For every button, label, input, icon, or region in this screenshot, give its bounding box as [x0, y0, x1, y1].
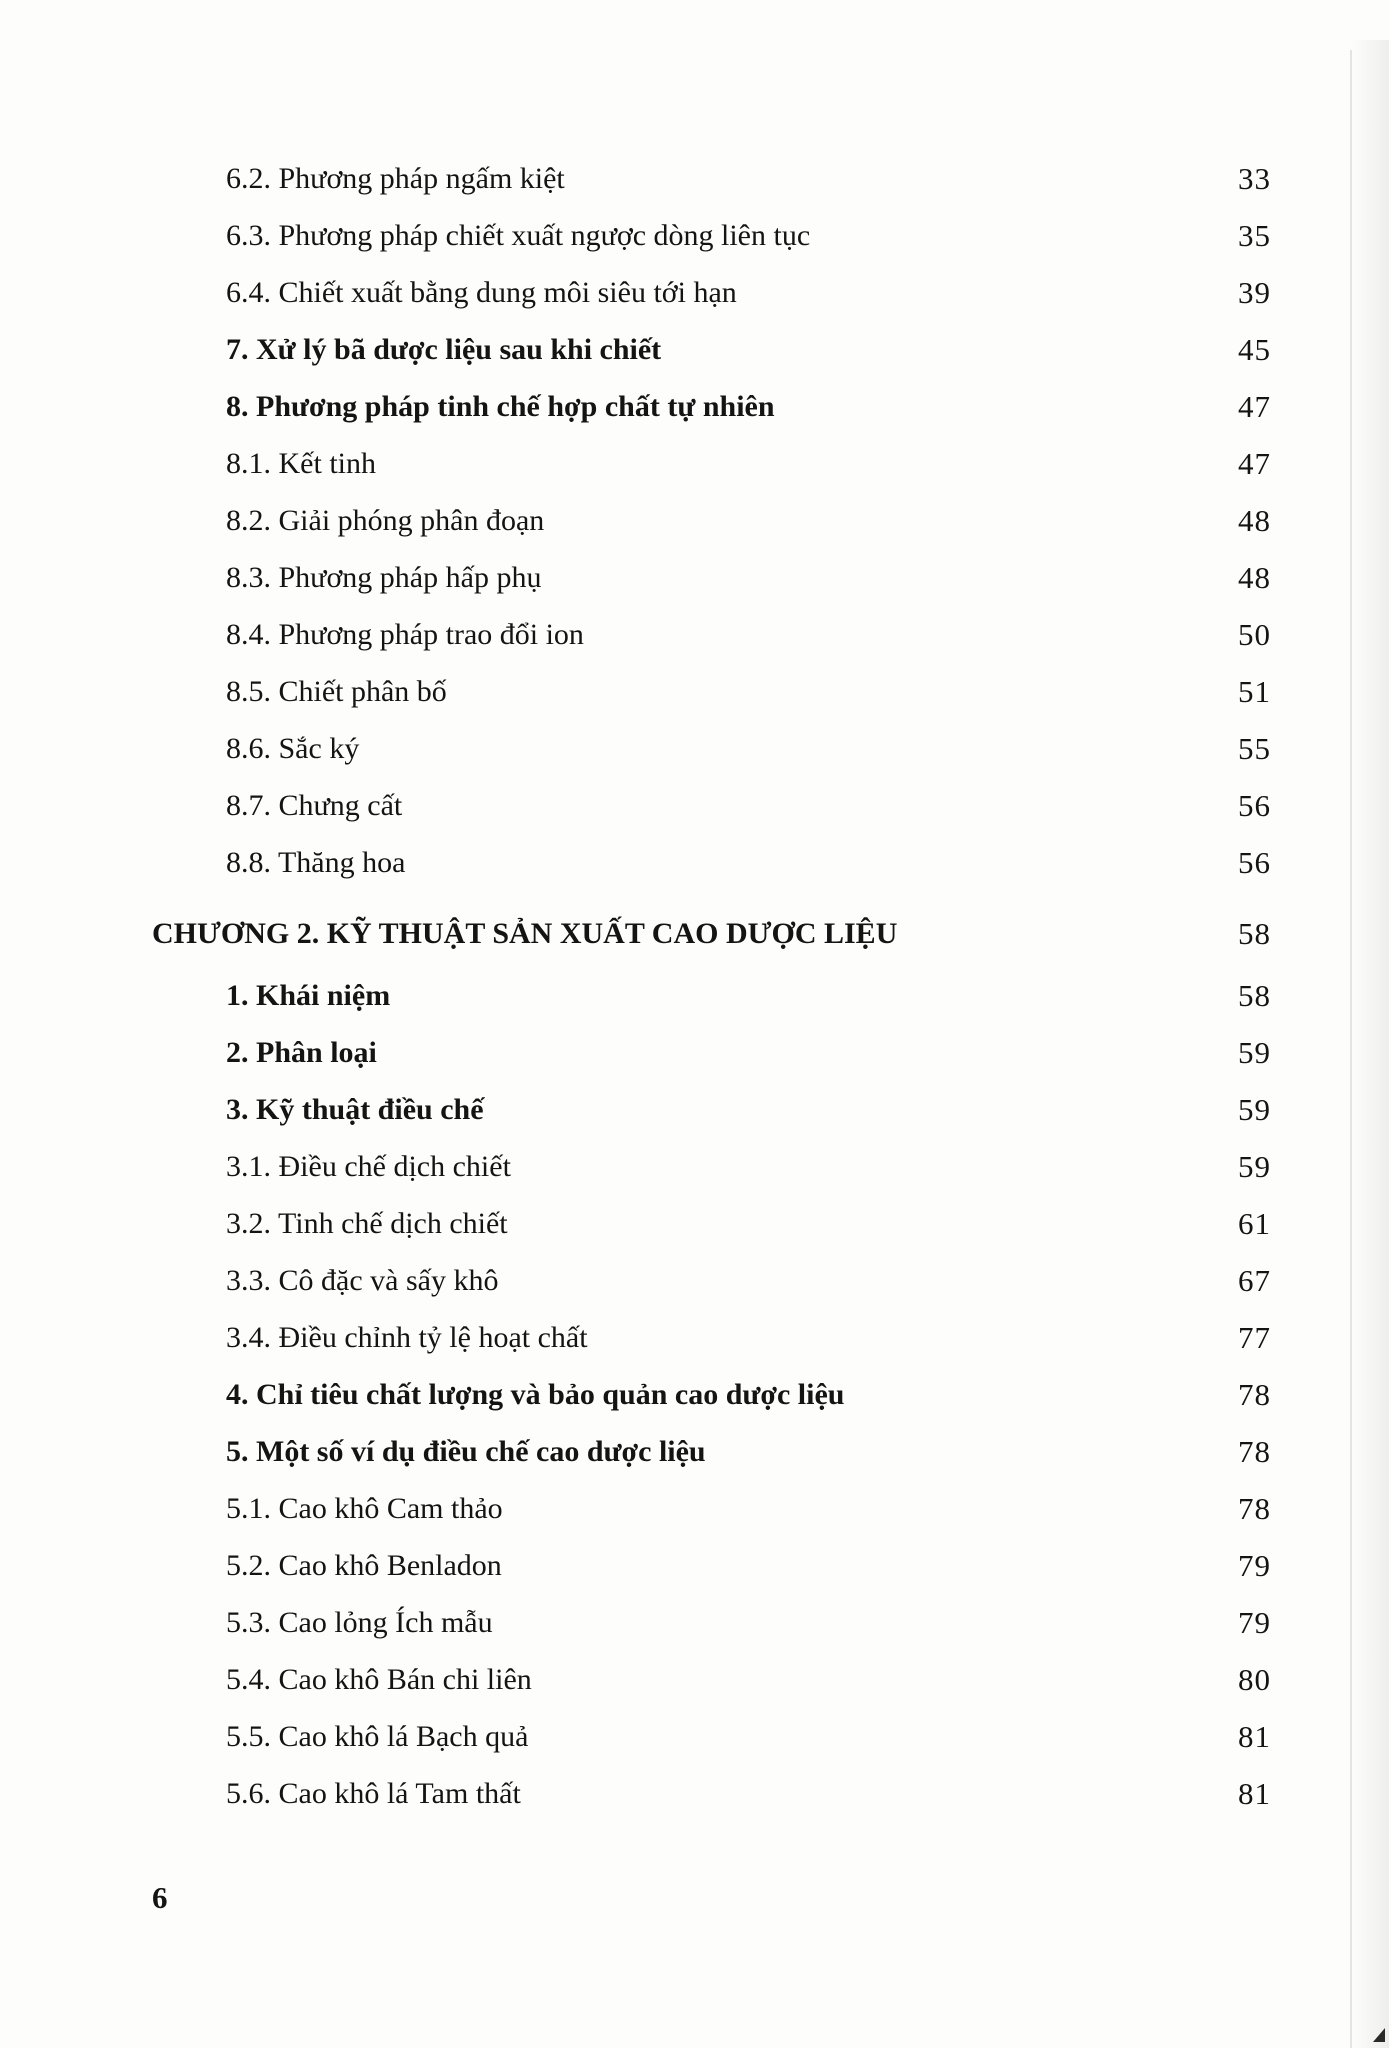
toc-entry-page: 55 [1238, 731, 1271, 766]
toc-entry-label: 5.6. Cao khô lá Tam thất [226, 1777, 521, 1810]
toc-entry-label: 5. Một số ví dụ điều chế cao dược liệu [226, 1435, 706, 1468]
toc-entry-6-2 [0, 150, 1389, 207]
toc-entry-page: 59 [1238, 1149, 1271, 1184]
toc-entry-page: 59 [1238, 1092, 1271, 1127]
toc-entry-1 [0, 967, 1389, 1024]
toc-entry-8-2 [0, 492, 1389, 549]
toc-entry-label: 3.4. Điều chỉnh tỷ lệ hoạt chất [226, 1321, 588, 1354]
toc-entry-8-5 [0, 663, 1389, 720]
toc-entry-page: 48 [1238, 503, 1271, 538]
toc-entry-page: 59 [1238, 1035, 1271, 1070]
toc-entry-label: 1. Khái niệm [226, 979, 391, 1012]
toc-entry-3-1 [0, 1138, 1389, 1195]
toc-entry-page: 48 [1238, 560, 1271, 595]
toc-chapter-label: CHƯƠNG 2. KỸ THUẬT SẢN XUẤT CAO DƯỢC LIỆU [152, 917, 898, 950]
toc-entry-6-3 [0, 207, 1389, 264]
toc-entry-page: 47 [1238, 389, 1271, 424]
toc-entry-page: 39 [1238, 275, 1271, 310]
toc-entry-page: 81 [1238, 1776, 1271, 1811]
toc-entry-5-2 [0, 1537, 1389, 1594]
toc-entry-page: 77 [1238, 1320, 1271, 1355]
toc-entry-5-3 [0, 1594, 1389, 1651]
toc-entry-5-4 [0, 1651, 1389, 1708]
toc-entry-label: 8.3. Phương pháp hấp phụ [226, 561, 542, 594]
toc-entry-label: 8.2. Giải phóng phân đoạn [226, 504, 545, 537]
toc-entry-page: 79 [1238, 1605, 1271, 1640]
toc-entry-7 [0, 321, 1389, 378]
toc-entry-page: 47 [1238, 446, 1271, 481]
toc-entry-label: 8.5. Chiết phân bố [226, 675, 447, 708]
toc-entry-5 [0, 1423, 1389, 1480]
toc-entry-label: 7. Xử lý bã dược liệu sau khi chiết [226, 333, 662, 366]
toc-entry-label: 6.2. Phương pháp ngấm kiệt [226, 162, 565, 195]
toc-entry-page: 35 [1238, 218, 1271, 253]
toc-entry-label: 3.1. Điều chế dịch chiết [226, 1150, 511, 1183]
toc-entry-3-2 [0, 1195, 1389, 1252]
toc-entry-label: 5.5. Cao khô lá Bạch quả [226, 1720, 529, 1753]
toc-entry-label: 5.1. Cao khô Cam thảo [226, 1492, 503, 1525]
toc-entry-3-3 [0, 1252, 1389, 1309]
toc-entry-5-1 [0, 1480, 1389, 1537]
toc-entry-label: 6.4. Chiết xuất bằng dung môi siêu tới hạn [226, 276, 737, 309]
table-of-contents [0, 150, 1389, 1822]
toc-entry-page: 58 [1238, 916, 1271, 951]
toc-entry-2 [0, 1024, 1389, 1081]
toc-entry-page: 33 [1238, 161, 1271, 196]
toc-entry-page: 78 [1238, 1491, 1271, 1526]
toc-entry-5-6 [0, 1765, 1389, 1822]
toc-entry-5-5 [0, 1708, 1389, 1765]
footer-page-number: 6 [152, 1880, 168, 1915]
toc-entry-6-4 [0, 264, 1389, 321]
toc-entry-page: 58 [1238, 978, 1271, 1013]
toc-entry-page: 67 [1238, 1263, 1271, 1298]
toc-entry-page: 50 [1238, 617, 1271, 652]
toc-entry-label: 8.1. Kết tinh [226, 447, 376, 480]
toc-entry-label: 5.2. Cao khô Benladon [226, 1549, 502, 1582]
toc-entry-page: 61 [1238, 1206, 1271, 1241]
toc-entry-label: 8.8. Thăng hoa [226, 846, 406, 879]
toc-entry-label: 3.3. Cô đặc và sấy khô [226, 1264, 499, 1297]
toc-entry-label: 8.6. Sắc ký [226, 732, 360, 765]
toc-entry-label: 4. Chỉ tiêu chất lượng và bảo quản cao dược liệu [226, 1378, 845, 1411]
toc-entry-page: 45 [1238, 332, 1271, 367]
toc-entry-page: 81 [1238, 1719, 1271, 1754]
toc-entry-page: 79 [1238, 1548, 1271, 1583]
toc-entry-label: 2. Phân loại [226, 1036, 377, 1069]
toc-entry-label: 3.2. Tinh chế dịch chiết [226, 1207, 508, 1240]
toc-entry-8-3 [0, 549, 1389, 606]
page-corner-mark [1373, 2028, 1385, 2042]
toc-entry-label: 5.3. Cao lỏng Ích mẫu [226, 1606, 493, 1639]
toc-entry-label: 3. Kỹ thuật điều chế [226, 1093, 484, 1126]
toc-entry-label: 6.3. Phương pháp chiết xuất ngược dòng liên tục [226, 219, 811, 252]
toc-entry-8-1 [0, 435, 1389, 492]
toc-entry-8 [0, 378, 1389, 435]
toc-entry-page: 80 [1238, 1662, 1271, 1697]
toc-entry-3-4 [0, 1309, 1389, 1366]
toc-entry-3 [0, 1081, 1389, 1138]
toc-entry-label: 8.7. Chưng cất [226, 789, 403, 822]
toc-entry-page: 78 [1238, 1434, 1271, 1469]
toc-entry-label: 8. Phương pháp tinh chế hợp chất tự nhiên [226, 390, 775, 423]
toc-entry-page: 78 [1238, 1377, 1271, 1412]
toc-entry-label: 8.4. Phương pháp trao đổi ion [226, 618, 584, 651]
toc-entry-8-7 [0, 777, 1389, 834]
toc-entry-page: 51 [1238, 674, 1271, 709]
toc-chapter-2 [0, 901, 1389, 967]
toc-entry-8-4 [0, 606, 1389, 663]
toc-entry-page: 56 [1238, 788, 1271, 823]
toc-entry-page: 56 [1238, 845, 1271, 880]
toc-entry-label: 5.4. Cao khô Bán chi liên [226, 1663, 532, 1696]
toc-entry-4 [0, 1366, 1389, 1423]
toc-entry-8-6 [0, 720, 1389, 777]
toc-entry-8-8 [0, 834, 1389, 891]
